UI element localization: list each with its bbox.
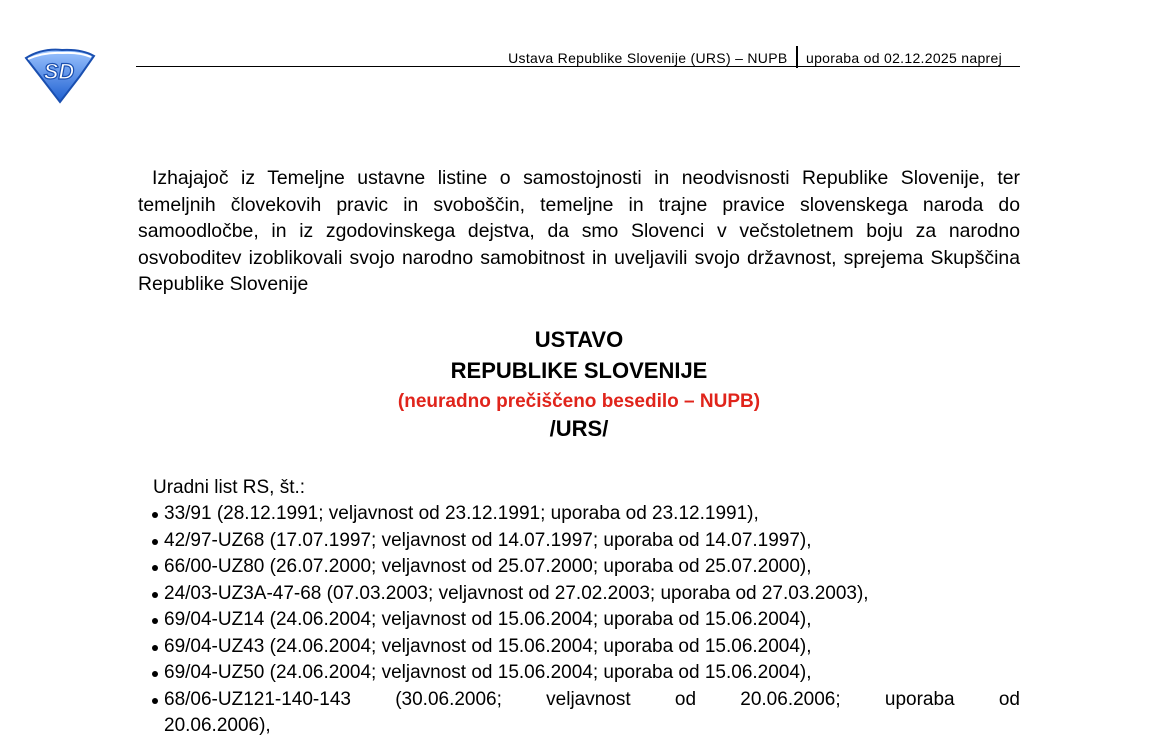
bullet-icon (152, 645, 158, 651)
entry-text: 66/00-UZ80 (26.07.2000; veljavnost od 25.07.2000; uporaba od 25.07.2000), (164, 556, 812, 577)
list-item (150, 581, 1020, 608)
header-separator (796, 46, 798, 68)
entry-continuation-text: 20.06.2006), (164, 715, 271, 736)
header-validity: uporaba od 02.12.2025 naprej (805, 50, 1002, 66)
list-item (150, 634, 1020, 661)
entry-text: 68/06-UZ121-140-143 (30.06.2006; veljavnost od 20.06.2006; uporaba od (164, 688, 1020, 710)
bullet-icon (152, 512, 158, 518)
bullet-icon (152, 618, 158, 624)
bullet-icon (152, 565, 158, 571)
list-item-continuation (150, 713, 1020, 740)
gazette-list (150, 501, 1020, 740)
header-title: Ustava Republike Slovenije (URS) – NUPB (508, 50, 788, 66)
entry-text: 69/04-UZ50 (24.06.2004; veljavnost od 15.06.2004; uporaba od 15.06.2004), (164, 662, 812, 683)
svg-text:SD: SD (43, 59, 75, 84)
entry-text: 42/97-UZ68 (17.07.1997; veljavnost od 14.07.1997; uporaba od 14.07.1997), (164, 529, 812, 551)
gazette-label: Uradni list RS, št.: (153, 477, 306, 498)
title-line-2: REPUBLIKE SLOVENIJE (450, 358, 708, 383)
title-abbreviation: /URS/ (549, 416, 609, 441)
list-item (150, 607, 1020, 634)
bullet-icon (152, 698, 158, 704)
title-subtitle: (neuradno prečiščeno besedilo – NUPB) (397, 391, 761, 412)
page-header (136, 40, 1020, 67)
title-line-1: USTAVO (534, 327, 624, 352)
preamble: Izhajajoč iz Temeljne ustavne listine o samostojnosti in neodvisnosti Republike Slovenije, ter temeljnih človekovih pravic in svoboščin, temeljne in trajne pravice slovenskega naroda do samoodločbe, in iz zgodovinskega dejstva, da smo Slovenci v večstoletnem boju za narodno osvoboditev izoblikovali svojo narodno samobitnost in uveljavili svojo državnost, sprejema Skupščina Republike Slovenije (138, 167, 1020, 296)
list-item (150, 554, 1020, 581)
entry-text: 24/03-UZ3A-47-68 (07.03.2003; veljavnost od 27.02.2003; uporaba od 27.03.2003), (164, 582, 869, 604)
sd-logo-icon (22, 46, 96, 104)
bullet-icon (152, 592, 158, 598)
header-text (508, 46, 1002, 68)
entry-text: 69/04-UZ43 (24.06.2004; veljavnost od 15.06.2004; uporaba od 15.06.2004), (164, 635, 812, 657)
list-item (150, 501, 1020, 528)
entry-text: 33/91 (28.12.1991; veljavnost od 23.12.1991; uporaba od 23.12.1991), (164, 503, 759, 524)
list-item (150, 528, 1020, 555)
bullet-icon (152, 671, 158, 677)
list-item (150, 660, 1020, 687)
bullet-icon (152, 539, 158, 545)
entry-text: 69/04-UZ14 (24.06.2004; veljavnost od 15.06.2004; uporaba od 15.06.2004), (164, 609, 812, 630)
list-item (150, 687, 1020, 714)
